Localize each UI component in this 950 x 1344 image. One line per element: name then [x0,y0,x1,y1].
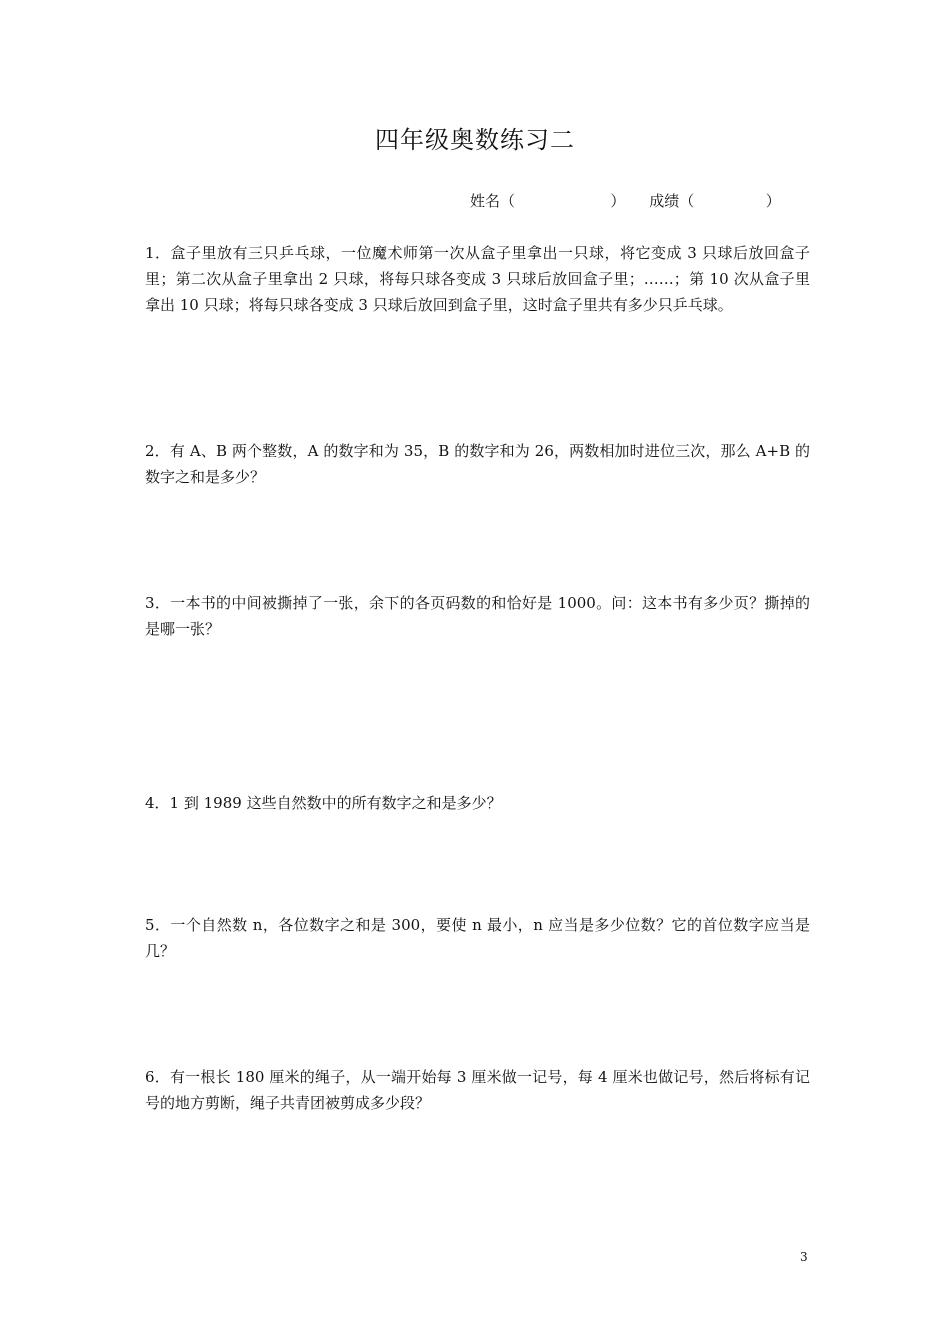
score-blank [694,192,766,210]
question-number: 3． [145,594,171,612]
score-label: 成绩（ [649,192,695,210]
name-blank [515,192,610,210]
question-text: 有 A、B 两个整数，A 的数字和为 35，B 的数字和为 26，两数相加时进位三次，那么 A+B 的数字之和是多少？ [145,442,810,486]
question-2 [145,438,810,490]
question-text: 有一根长 180 厘米的绳子，从一端开始每 3 厘米做一记号，每 4 厘米也做记号，然后将标有记号的地方剪断，绳子共青团被剪成多少段？ [145,1068,810,1112]
name-close: ） [610,192,626,210]
question-number: 4． [145,794,170,812]
question-number: 6． [145,1068,170,1086]
question-5 [145,912,810,964]
question-text: 一个自然数 n，各位数字之和是 300，要使 n 最小，n 应当是多少位数？它的首位数字应当是几？ [145,916,810,960]
question-1 [145,240,810,318]
question-text: 一本书的中间被撕掉了一张，余下的各页码数的和恰好是 1000。问：这本书有多少页？撕掉的是哪一张？ [145,594,810,638]
question-4 [145,790,810,816]
question-number: 2． [145,442,170,460]
page-title: 四年级奥数练习二 [375,126,575,154]
name-label: 姓名（ [470,192,516,210]
question-3 [145,590,810,642]
question-6 [145,1064,810,1116]
question-number: 1． [145,244,171,262]
student-info-line [470,190,781,211]
question-text: 1 到 1989 这些自然数中的所有数字之和是多少？ [169,794,502,812]
score-close: ） [765,192,781,210]
page-number: 3 [800,1250,808,1264]
question-text: 盒子里放有三只乒乓球，一位魔术师第一次从盒子里拿出一只球，将它变成 3 只球后放回盒子里；第二次从盒子里拿出 2 只球，将每只球各变成 3 只球后放回盒子里；……；第 10 次从盒子里拿出 10 只球；将每只球各变成 3 只球后放回到盒子里，这时盒子里共有多少只乒乓球。 [145,244,810,314]
question-number: 5． [145,916,171,934]
